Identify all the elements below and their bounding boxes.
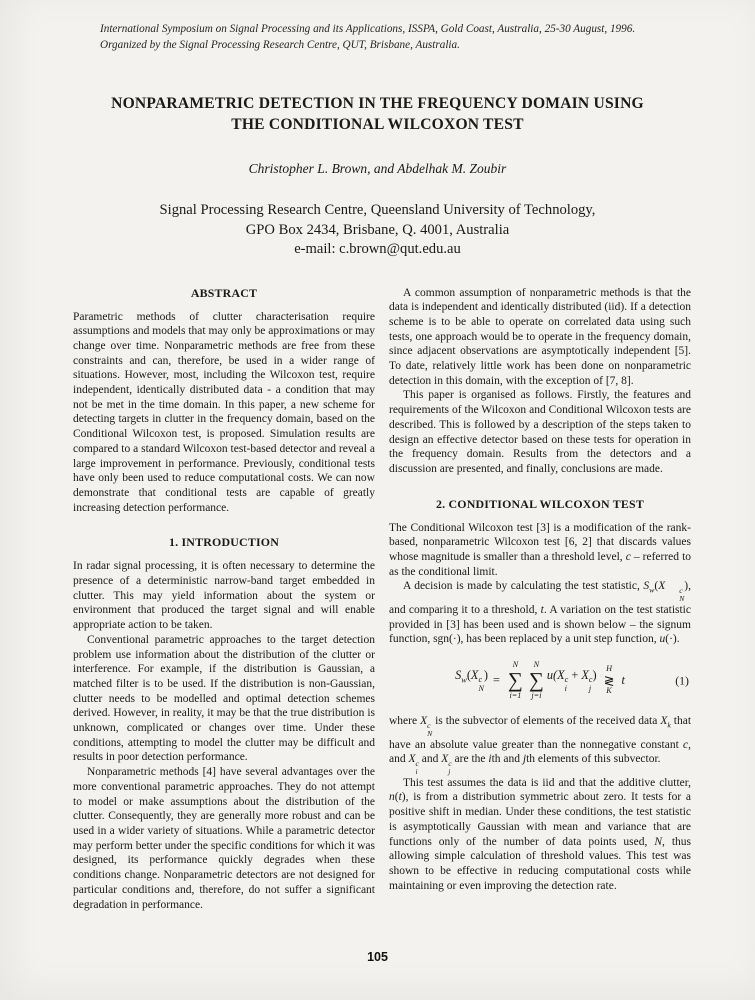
equals-sign: = <box>492 673 500 688</box>
page-number: 105 <box>367 950 388 964</box>
equation-term: u(X c i + X c j ) <box>546 667 597 693</box>
abstract-body: Parametric methods of clutter characterisation require assumptions and models that may only be approximations or may change over time. Nonparametric methods are free from these constraints and can, therefore, be used in a wider range of situations. However, most, including the Wilcoxon test, require independent, identically distributed data - a condition that may not be met in the time domain. In this paper, a new scheme for detecting targets in clutter in the frequency domain, based on the Conditional Wilcoxon test, is proposed. Simulation results are compared to a standard Wilcoxon test-based detector and reveal a large improvement in performance. Previously, conditional tests have only been used to reduce computational costs. We can now demonstrate that conditional tests are capable of greatly increasing detection performance. <box>73 310 375 514</box>
section2-paragraph-4: This test assumes the data is iid and that the additive clutter, n(t), is from a distribution symmetric about zero. It tests for a positive shift in median. Under these conditions, the test statistic is asymptotically Gaussian with mean and variance that are functions only of the number of data points used, N, thus allowing simple calculation of threshold values. This test was shown to be effective in reducing computational costs while maintaining or even improving the detection rate. <box>389 776 691 892</box>
equation-number: (1) <box>675 673 689 688</box>
section2-paragraph-3: where X c N is the subvector of elements of the received data $X_k$ that have an absolute value greater than the nonnegative constant c, and X c i and X c j are the ith and jth elements of this subvector. <box>389 715 692 776</box>
authors-line: Christopher L. Brown, and Abdelhak M. Zoubir <box>248 161 507 176</box>
decision-relation: H ≷ K <box>603 664 615 696</box>
right-paragraph-1: A common assumption of nonparametric methods is that the data is independent and identically distributed (iid). If a detection scheme is to be able to operate on correlated data using such tests, one approach would be to operate in the frequency domain, since adjacent observations are asymptotically independent [5]. To date, relatively little work has been done on nonparametric detection in this domain, with the exception of [7, 8]. <box>389 286 691 387</box>
section2-heading: 2. CONDITIONAL WILCOXON TEST <box>435 496 644 511</box>
equation-1 <box>389 661 691 700</box>
intro-paragraph-3: Nonparametric methods [4] have several advantages over the more conventional parametric approaches. They do not attempt to model or make assumptions about the distribution of the clutter. Consequently, they are generally more robust and can be used in a wider variety of situations. While a parametric detector may perform better under the specific conditions for which it was designed, its performance quickly degrades when these conditions change. Nonparametric detectors are not designed for particular conditions and, therefore, do not suffer a significant degradation in performance. <box>73 766 375 911</box>
section2-paragraph-2: A decision is made by calculating the test statistic, $S_w(X$ c N ), and comparing it to a threshold, t. A variation on the test statistic provided in [3] has been used and is shown below – the signum function, sgn(·), has been replaced by a unit step function, u(·). <box>389 580 691 646</box>
conference-header-line1: International Symposium on Signal Processing and its Applications, ISSPA, Gold Coast, Australia, 25-30 August, 1996. <box>100 23 636 35</box>
conference-header <box>0 0 755 53</box>
abstract-heading: ABSTRACT <box>190 285 258 300</box>
two-column-body <box>0 260 755 913</box>
affiliation-line1: Signal Processing Research Centre, Queensland University of Technology, <box>159 202 596 218</box>
summation-outer: N ∑ i=1 <box>507 659 523 701</box>
intro-paragraph-1: In radar signal processing, it is often necessary to determine the presence of a deterministic narrow-band target embedded in clutter. This may yield information about the system or environment that produced the target signal and will enable appropriate action to be taken. <box>73 560 375 632</box>
section2-paragraph-1: The Conditional Wilcoxon test [3] is a modification of the rank-based, nonparametric Wilcoxon test [6, 2] that discards values whose magnitude is smaller than a threshold level, c – referred to as the conditional limit. <box>389 521 692 578</box>
affiliation-line2: GPO Box 2434, Brisbane, Q. 4001, Australia <box>245 221 510 238</box>
right-paragraph-2: This paper is organised as follows. Firstly, the features and requirements of the Wilcoxon and Conditional Wilcoxon tests are described. This is followed by a description of the steps taken to design an effective detector based on these tests for operation in the frequency domain. Results from the detectors and a discussion are presented, and finally, conclusions are made. <box>389 389 691 475</box>
threshold-variable: t <box>621 673 625 688</box>
conference-header-line2: Organized by the Signal Processing Research Centre, QUT, Brisbane, Australia. <box>100 38 460 51</box>
right-column <box>389 286 691 913</box>
summation-inner: N ∑ j=i <box>528 659 544 701</box>
introduction-heading: 1. INTRODUCTION <box>168 535 280 550</box>
affiliation-block <box>0 201 755 260</box>
equation-lhs: $S_w(X$ c N ) <box>455 667 488 693</box>
title-line2: THE CONDITIONAL WILCOXON TEST <box>231 116 524 133</box>
email-line: e-mail: c.brown@qut.edu.au <box>294 241 461 257</box>
title-line1: NONPARAMETRIC DETECTION IN THE FREQUENCY DOMAIN USING <box>111 95 644 112</box>
left-column <box>73 286 375 913</box>
page-title <box>0 93 755 135</box>
intro-paragraph-2: Conventional parametric approaches to the target detection problem use information about the distribution of the clutter or interference. For example, if the distribution is Gaussian, a matched filter is to be used. If the distribution is non-Gaussian, clutter needs to be modelled and optimal detection schemes derived. However, in reality, it may be that the true distribution is unknown, complicated or changes over time. Under these conditions, attempting to model the clutter may be difficult and results in poor detection performance. <box>73 633 375 764</box>
